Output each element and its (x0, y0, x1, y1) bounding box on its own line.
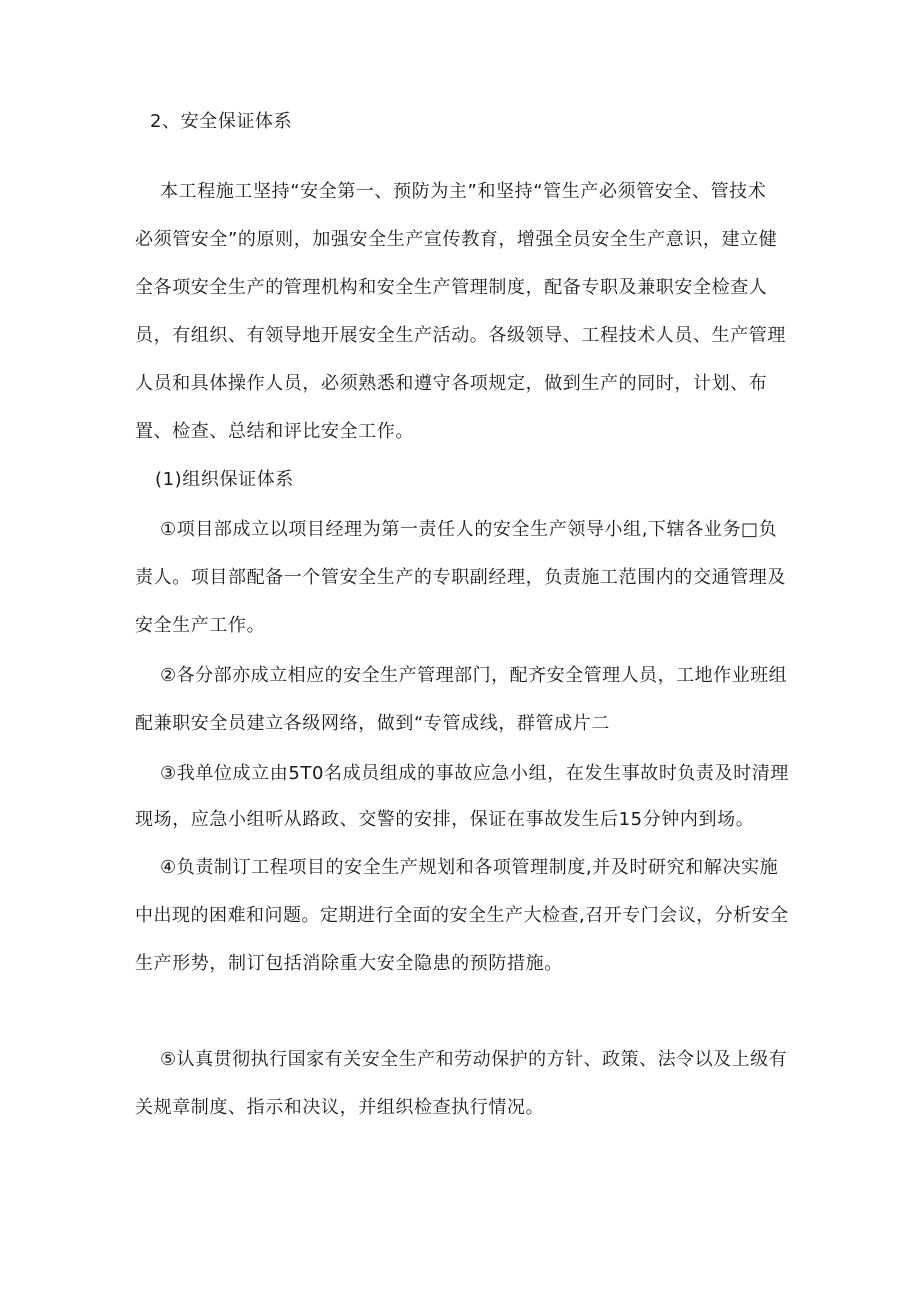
text-line: ④负责制订工程项目的安全生产规划和各项管理制度,并及时研究和解决实施 (160, 857, 779, 878)
text-line: 责人。项目部配备一个管安全生产的专职副经理，负责施工范围内的交通管理及 (135, 567, 786, 588)
text-line: 生产形势，制订包括消除重大安全隐患的预防措施。 (135, 953, 563, 974)
text-line: 全各项安全生产的管理机构和安全生产管理制度，配备专职及兼职安全检查人 (135, 277, 768, 298)
text-line: 现场，应急小组听从路政、交警的安排，保证在事故发生后15分钟内到场。 (135, 809, 755, 830)
text-line: ⑤认真贯彻执行国家有关安全生产和劳动保护的方针、政策、法令以及上级有 (160, 1049, 788, 1070)
text-line: 配兼职安全员建立各级网络，做到“专管成线，群管成片二 (135, 713, 610, 734)
text-line: 人员和具体操作人员，必须熟悉和遵守各项规定，做到生产的同时，计划、布 (135, 373, 768, 394)
text-line: 员，有组织、有领导地开展安全生产活动。各级领导、工程技术人员、生产管理 (135, 325, 786, 346)
text-line: 置、检查、总结和评比安全工作。 (135, 421, 414, 442)
section-title: 2、安全保证体系 (150, 111, 293, 132)
subsection-title: (1)组织保证体系 (155, 469, 294, 490)
text-line: 关规章制度、指示和决议，并组织检查执行情况。 (135, 1097, 545, 1118)
text-line: 中出现的困难和问题。定期进行全面的安全生产大检查,召开专门会议，分析安全 (135, 905, 789, 926)
text-line: ①项目部成立以项目经理为第一责任人的安全生产领导小组,下辖各业务□负 (160, 519, 778, 540)
text-line: ②各分部亦成立相应的安全生产管理部门，配齐安全管理人员，工地作业班组 (160, 665, 788, 686)
text-line: 安全生产工作。 (135, 615, 266, 636)
text-line: 必须管安全”的原则，加强安全生产宣传教育，增强全员安全生产意识，建立健 (135, 229, 778, 250)
text-line: 本工程施工坚持“安全第一、预防为主”和坚持“管生产必须管安全、管技术 (160, 181, 767, 202)
text-line: ③我单位成立由5T0名成员组成的事故应急小组，在发生事故时负责及时清理 (160, 763, 790, 784)
